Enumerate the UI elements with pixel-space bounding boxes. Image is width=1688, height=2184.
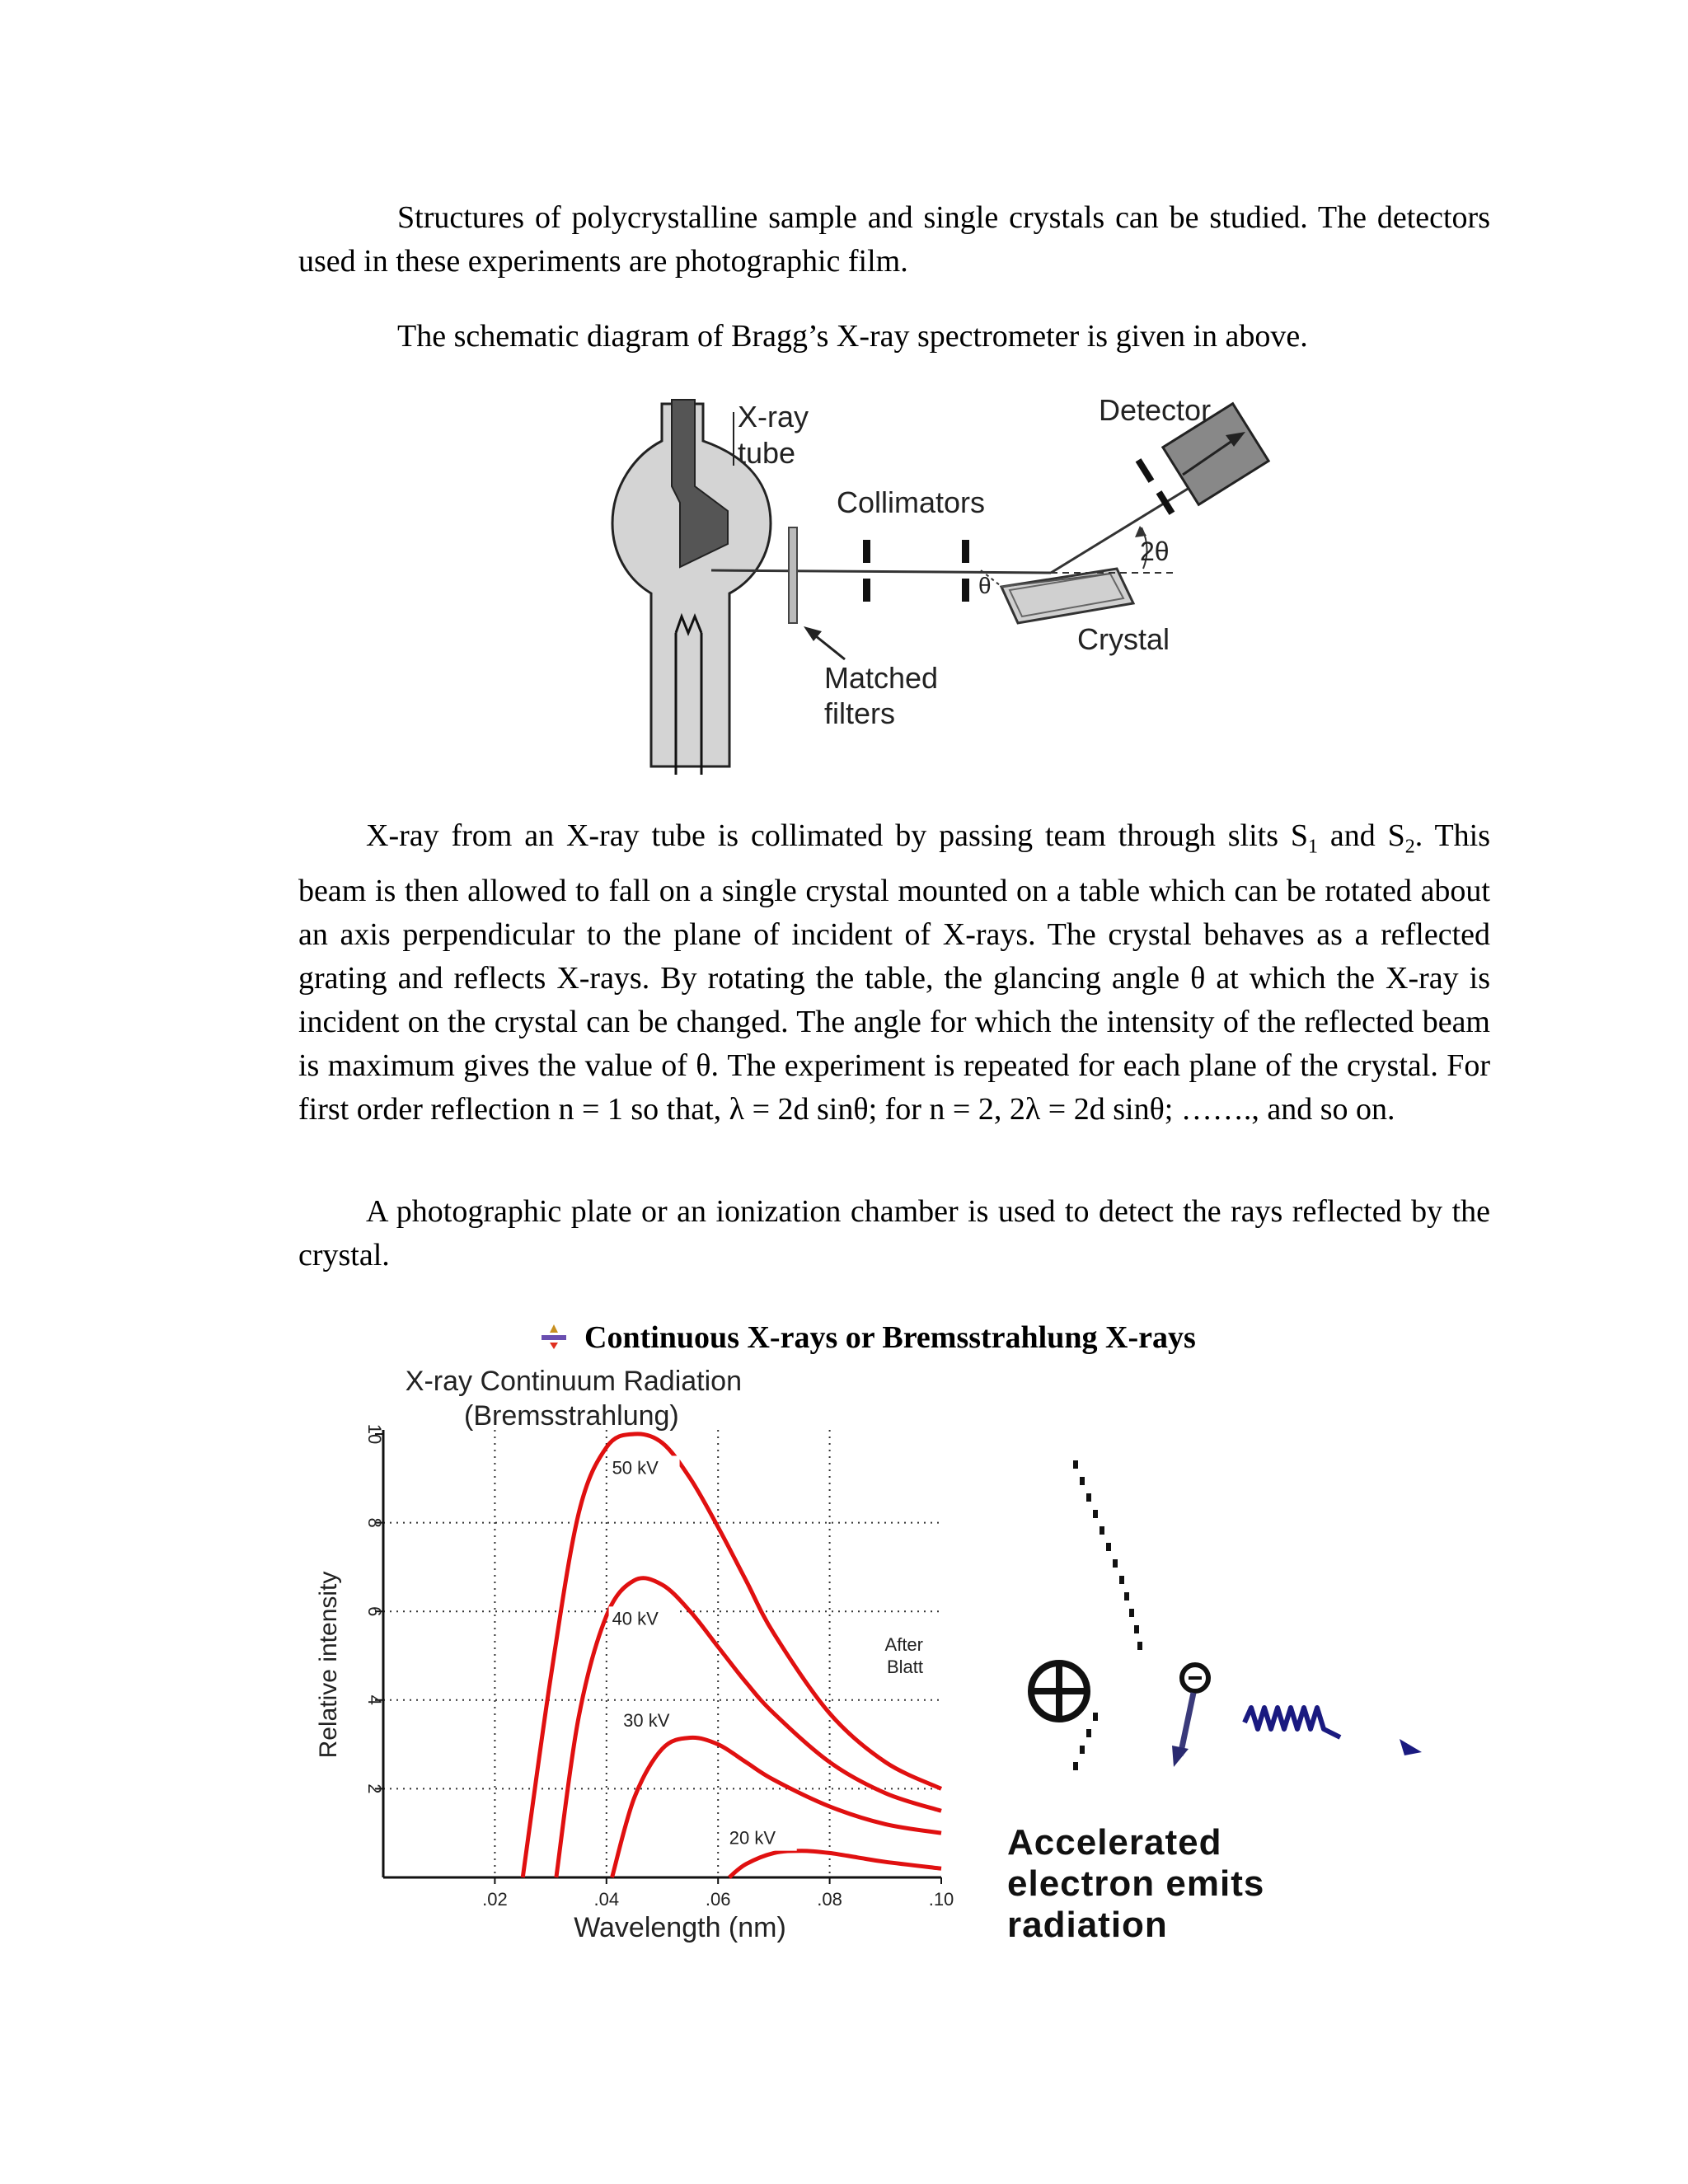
label-collimators: Collimators bbox=[837, 485, 986, 519]
series-label-20-kv: 20 kV bbox=[729, 1827, 776, 1849]
x-tick-label-4: .08 bbox=[817, 1889, 842, 1910]
label-two-theta: 2θ bbox=[1140, 537, 1170, 566]
x-tick-label-1: .02 bbox=[482, 1889, 508, 1910]
series-label-30-kv: 30 kV bbox=[623, 1710, 670, 1732]
series-line-50-kv bbox=[523, 1434, 941, 1877]
chart-annotation-blatt: Blatt bbox=[886, 1657, 923, 1677]
x-tick-label-3: .06 bbox=[705, 1889, 731, 1910]
paragraph-schematic-intro: The schematic diagram of Bragg’s X-ray spectrometer is given in above. bbox=[397, 319, 1308, 354]
y-tick-label-2: 4 bbox=[364, 1694, 385, 1705]
photon-wave-icon bbox=[1245, 1708, 1340, 1737]
illustration-caption-line1: Accelerated bbox=[1007, 1822, 1222, 1863]
label-filters: filters bbox=[824, 696, 896, 730]
chart-x-label: Wavelength (nm) bbox=[574, 1912, 786, 1943]
bremsstrahlung-chart bbox=[305, 1360, 964, 1961]
electron-path bbox=[1073, 1460, 1142, 1770]
matched-filter bbox=[789, 527, 797, 623]
bragg-spectrometer-diagram bbox=[606, 387, 1282, 775]
y-tick-label-3: 6 bbox=[364, 1606, 385, 1617]
nucleus-plus-icon bbox=[1031, 1663, 1087, 1719]
x-tick-label-2: .04 bbox=[593, 1889, 620, 1910]
x-tick-label-5: .10 bbox=[928, 1889, 954, 1910]
illustration-caption-line2: electron emits bbox=[1007, 1863, 1265, 1904]
electron-icon bbox=[1172, 1665, 1208, 1767]
incident-beam bbox=[711, 570, 1051, 573]
section-heading bbox=[540, 1317, 1196, 1358]
chart-y-label: Relative intensity bbox=[315, 1571, 342, 1759]
paragraph-detection: A photographic plate or an ionization chamber is used to detect the rays reflected by the crystal. bbox=[298, 1194, 1490, 1272]
paragraph-procedure: X-ray from an X-ray tube is collimated by passing team through slits $S_1$ and $S_2$. This beam is then allowed to fall on a single crystal mounted on a table which can be rotated about an axis perpendicular to the plane of incident of X-rays. The crystal behaves as a reflected grating and reflects X-rays. By rotating the table, the glancing angle θ at which the X-ray is incident on the crystal can be changed. The angle for which the intensity of the reflected beam is maximum gives the value of θ. The experiment is repeated for each plane of the crystal. For first order reflection n = 1 so that, λ = 2d sinθ; for n = 2, 2λ = 2d sinθ; ……., and so on. bbox=[298, 818, 1491, 1127]
label-detector: Detector bbox=[1099, 393, 1212, 427]
chart-title-line1: X-ray Continuum Radiation bbox=[405, 1366, 742, 1397]
series-line-20-kv bbox=[729, 1851, 941, 1877]
chart-annotation-after: After bbox=[884, 1634, 923, 1655]
y-tick-label-1: 2 bbox=[364, 1783, 385, 1794]
label-matched: Matched bbox=[824, 661, 939, 695]
crystal bbox=[1001, 569, 1133, 623]
illustration-caption-line3: radiation bbox=[1007, 1905, 1168, 1945]
label-theta: θ bbox=[978, 573, 992, 598]
series-line-30-kv bbox=[612, 1737, 941, 1877]
label-xray: X-ray bbox=[738, 400, 809, 434]
section-heading-text: Continuous X-rays or Bremsstrahlung X-rays bbox=[584, 1320, 1196, 1355]
accelerated-electron-illustration bbox=[997, 1442, 1442, 1953]
series-label-40-kv: 40 kV bbox=[612, 1608, 659, 1629]
y-tick-label-5: 10 bbox=[364, 1423, 385, 1445]
paragraph-structures: Structures of polycrystalline sample and single crystals can be studied. The detectors used in these experiments are photographic film. bbox=[298, 200, 1490, 279]
chart-title-line2: (Bremsstrahlung) bbox=[464, 1400, 679, 1432]
y-tick-label-4: 8 bbox=[364, 1517, 385, 1528]
label-tube: tube bbox=[738, 436, 796, 470]
series-label-50-kv: 50 kV bbox=[612, 1457, 659, 1479]
arrow-bullet-icon bbox=[540, 1323, 568, 1351]
label-crystal: Crystal bbox=[1077, 622, 1170, 656]
